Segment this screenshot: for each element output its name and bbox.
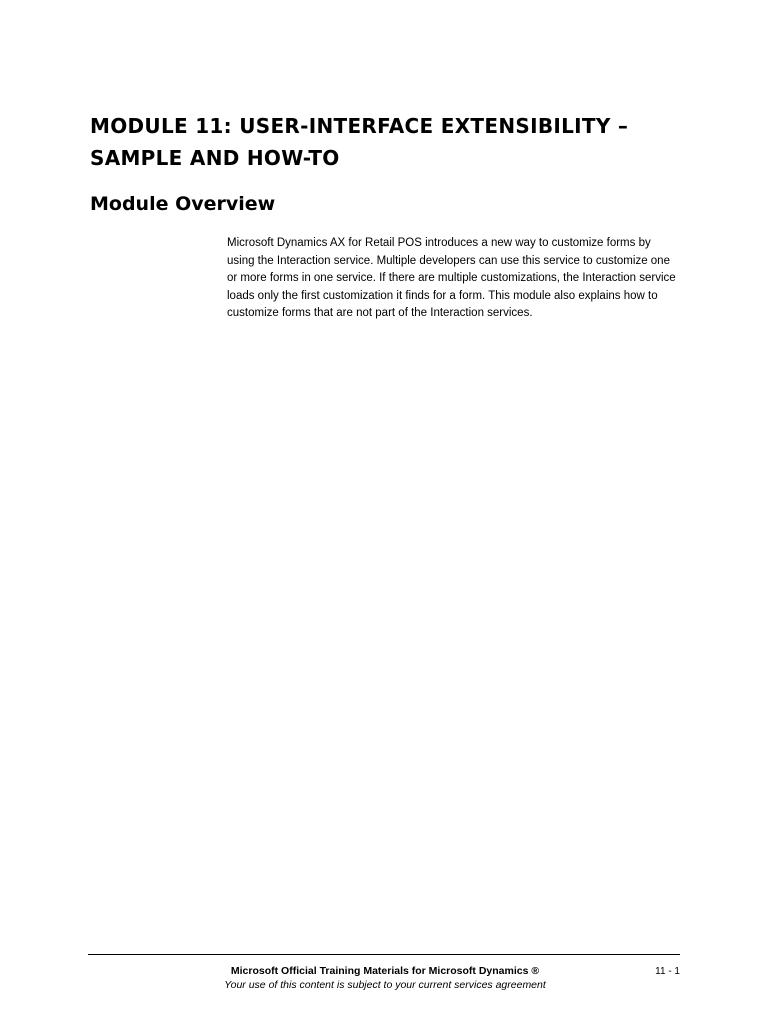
module-title-line-1: MODULE 11: USER-INTERFACE EXTENSIBILITY – bbox=[90, 114, 629, 138]
module-title-line-2: SAMPLE AND HOW-TO bbox=[90, 146, 340, 170]
section-heading: Module Overview bbox=[90, 193, 276, 215]
module-title bbox=[90, 110, 690, 174]
page-number: 11 - 1 bbox=[655, 966, 680, 977]
overview-paragraph: Microsoft Dynamics AX for Retail POS introduces a new way to customize forms by using the Interaction service. Multiple developers can use this service to customize one or more forms in one service. If there are multiple customizations, the Interaction service loads only the first customization it finds for a form. This module also explains how to customize forms that are not part of the Interaction services. bbox=[227, 237, 676, 319]
footer-notice: Your use of this content is subject to your current services agreement bbox=[224, 979, 546, 991]
footer-title: Microsoft Official Training Materials for Microsoft Dynamics ® bbox=[230, 965, 540, 977]
footer-divider bbox=[88, 954, 680, 955]
